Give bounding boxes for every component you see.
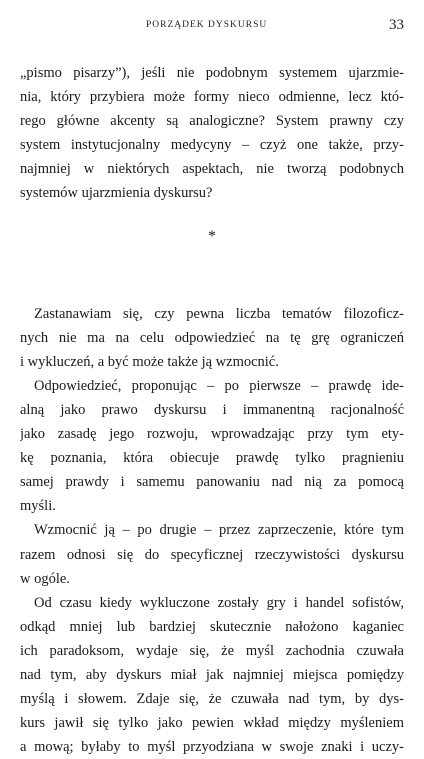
text-line: jako zasadę jego rozwoju, wprowadzając przy tym ety- [20,426,404,443]
text-line: kurs jawił się tylko jako pewien wkład między myśleniem [20,715,404,732]
text-line: Wzmocnić ją – po drugie – przez zaprzeczenie, które tym [34,522,404,539]
text-line: systemów ujarzmienia dyskursu? [20,185,213,202]
text-line: „pismo pisarzy”), jeśli nie podobnym systemem ujarzmie- [20,65,404,81]
text-line: rego główne akcenty są analogiczne? System prawny czy [20,113,404,130]
text-line: najmniej w niektórych aspektach, nie tworzą podobnych [20,161,404,178]
text-line: Odpowiedzieć, proponując – po pierwsze – prawdę ide- [34,377,404,394]
text-line: Zastanawiam się, czy pewna liczba tematów filozoficz- [34,305,404,322]
paragraph-1 [20,61,404,206]
text-line: Od czasu kiedy wykluczone zostały gry i handel sofistów, [34,594,404,611]
text-line: system instytucjonalny medycyny – czyż one także, przy- [20,137,404,154]
text-line: a mową; byłaby to myśl przyodziana w swoje znaki i uczy- [20,739,404,756]
text-line: kę poznania, która obiecuje prawdę tylko pragnieniu [20,450,404,467]
text-line: i wykluczeń, a być może także ją wzmocnić. [20,353,279,370]
text-line: nad tym, aby dyskurs miał jak najmniej miejsca pomiędzy [20,666,404,683]
text-line: razem odnosi się do specyficznej rzeczywistości dyskursu [20,546,404,563]
paragraph-2 [20,302,404,374]
text-line: nia, który przybiera może formy nieco odmienne, lecz któ- [20,89,404,106]
section-gap [20,206,404,302]
paragraph-3 [20,374,404,519]
text-line: ich paradoksom, wydaje się, że myśl zachodnia czuwała [20,642,404,659]
running-head: PORZĄDEK DYSKURSU [146,20,268,30]
paragraph-5 [20,591,404,759]
text-line: samej prawdy i samemu panowaniu nad nią za pomocą [20,474,404,491]
paragraph-4 [20,518,404,590]
text-line: myśli. [20,498,56,515]
text-line: myślą i słowem. Zdaje się, że czuwała nad tym, by dys- [20,691,404,708]
text-line: w ogóle. [20,570,70,587]
body-text [20,61,404,759]
text-line: odkąd mniej lub bardziej skutecznie nałożono kaganiec [20,618,404,635]
text-line: alną jako prawo dyskursu i immanentną racjonalność [20,401,404,418]
section-break-asterisk: * [208,228,216,245]
page-number: 33 [389,17,404,33]
text-line: nych nie ma na celu odpowiedzieć na tę grę ograniczeń [20,329,404,346]
